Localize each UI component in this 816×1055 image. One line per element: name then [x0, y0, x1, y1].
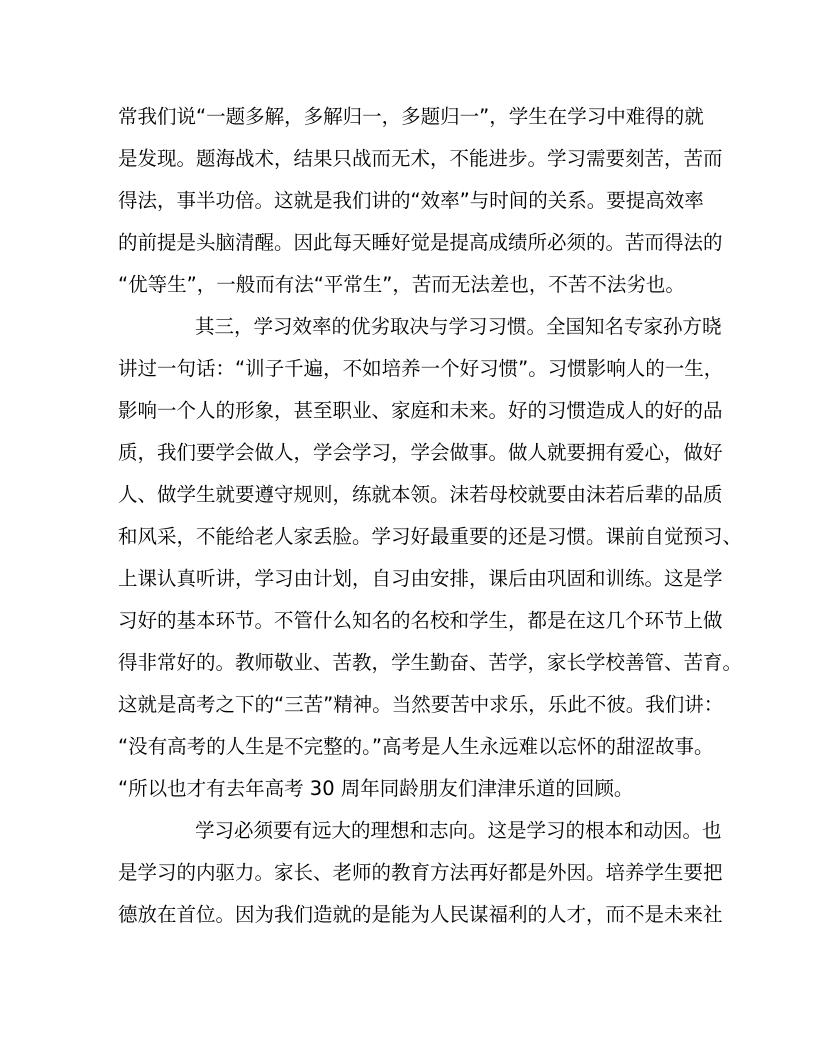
text-line: 影响一个人的形象，甚至职业、家庭和未来。好的习惯造成人的好的品 — [118, 399, 723, 422]
text-line: 学习必须要有远大的理想和志向。这是学习的根本和动因。也 — [195, 819, 722, 842]
paragraph-2 — [118, 306, 743, 810]
text-line: “所以也才有去年高考 30 周年同龄朋友们津津乐道的回顾。 — [118, 777, 634, 800]
text-line: “优等生”，一般而有法“平常生”，苦而无法差也，不苦不法劣也。 — [118, 273, 685, 296]
document-body — [118, 96, 743, 936]
text-line: 其三，学习效率的优劣取决与学习习惯。全国知名专家孙方晓 — [195, 315, 722, 338]
text-line: 这就是高考之下的“三苦”精神。当然要苦中求乐，乐此不彼。我们讲： — [118, 693, 724, 716]
text-line: 德放在首位。因为我们造就的是能为人民谋福利的人才，而不是未来社 — [118, 903, 723, 926]
text-line: 是学习的内驱力。家长、老师的教育方法再好都是外因。培养学生要把 — [118, 861, 723, 884]
text-line: 和风采，不能给老人家丢脸。学习好最重要的还是习惯。课前自觉预习、 — [118, 525, 743, 548]
text-line: 质，我们要学会做人，学会学习，学会做事。做人就要拥有爱心，做好 — [118, 441, 723, 464]
text-line: 人、做学生就要遵守规则，练就本领。沫若母校就要由沫若后辈的品质 — [118, 483, 723, 506]
text-line: 是发现。题海战术，结果只战而无术，不能进步。学习需要刻苦，苦而 — [118, 147, 723, 170]
text-line: 上课认真听讲，学习由计划，自习由安排，课后由巩固和训练。这是学 — [118, 567, 723, 590]
paragraph-1 — [118, 96, 723, 306]
text-line: 的前提是头脑清醒。因此每天睡好觉是提高成绩所必须的。苦而得法的 — [118, 231, 723, 254]
text-line: 常我们说“一题多解，多解归一，多题归一”，学生在学习中难得的就 — [118, 105, 704, 128]
text-line: “没有高考的人生是不完整的。”高考是人生永远难以忘怀的甜涩故事。 — [118, 735, 714, 758]
text-line: 习好的基本环节。不管什么知名的名校和学生，都是在这几个环节上做 — [118, 609, 723, 632]
text-line: 讲过一句话：“训子千遍，不如培养一个好习惯”。习惯影响人的一生， — [118, 357, 724, 380]
text-line: 得非常好的。教师敬业、苦教，学生勤奋、苦学，家长学校善管、苦育。 — [118, 651, 743, 674]
paragraph-3 — [118, 810, 723, 936]
text-line: 得法，事半功倍。这就是我们讲的“效率”与时间的关系。要提高效率 — [118, 189, 704, 212]
